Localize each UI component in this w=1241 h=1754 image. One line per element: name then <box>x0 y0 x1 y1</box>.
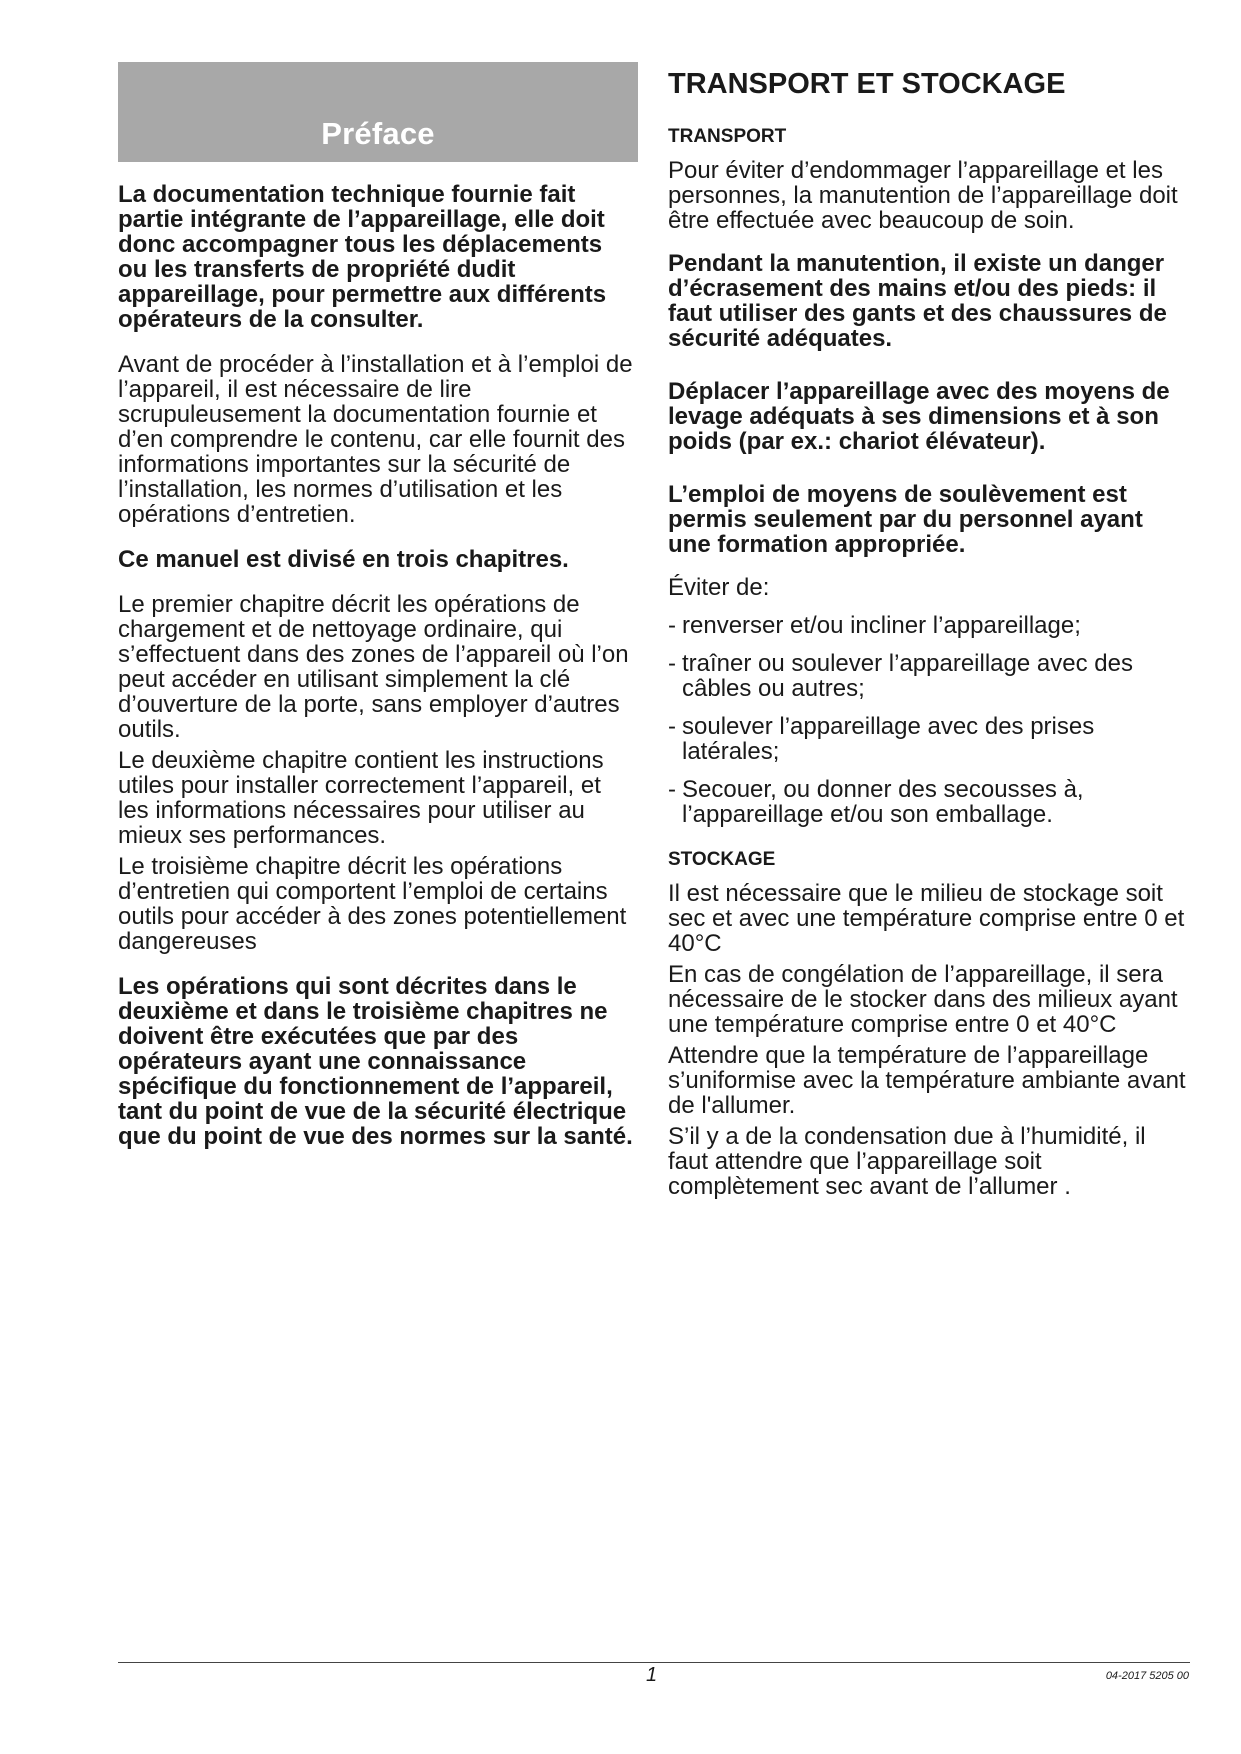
stockage-paragraph-1: Il est nécessaire que le milieu de stockage soit sec et avec une température comprise entre 0 et 40°C <box>668 880 1185 957</box>
page-number: 1 <box>646 1664 658 1686</box>
personnel-paragraph: L’emploi de moyens de soulèvement est permis seulement par du personnel ayant une formation appropriée. <box>668 481 1143 558</box>
installation-paragraph: Avant de procéder à l’installation et à l’emploi de l’appareil, il est nécessaire de lire scrupuleusement la documentation fournie et d’en comprendre le contenu, car elle fournit des informations importantes sur la sécurité de l’installation, les normes d’utilisation et les opérations d’entretien. <box>118 351 633 528</box>
preface-title: Préface <box>321 116 435 151</box>
list-item: - traîner ou soulever l’appareillage avec des câbles ou autres; <box>668 650 1133 702</box>
intro-bold-paragraph: La documentation technique fournie fait partie intégrante de l’appareillage, elle doit donc accompagner tous les déplacements ou les transferts de propriété dudit appareillage, pour permettre aux différents opérateurs de la consulter. <box>118 181 607 333</box>
document-code: 04-2017 5205 00 <box>1105 1670 1189 1682</box>
stockage-heading: STOCKAGE <box>668 849 776 870</box>
warning-bold-paragraph: Les opérations qui sont décrites dans le deuxième et dans le troisième chapitres ne doivent être exécutées que par des opérateurs ayant une connaissance spécifique du fonctionnement de l’appareil, tant du point de vue de la sécurité électrique que du point de vue des normes sur la santé. <box>118 973 633 1150</box>
chapter-three-paragraph: Le troisième chapitre décrit les opérations d’entretien qui comportent l’emploi de certains outils pour accéder à des zones potentiellement dangereuses <box>118 853 627 955</box>
dash-bullet: - <box>668 776 676 803</box>
avoid-intro: Éviter de: <box>668 574 770 601</box>
stockage-paragraph-3: Attendre que la température de l’appareillage s’uniformise avec la température ambiante avant de l'allumer. <box>668 1042 1186 1119</box>
preface-banner <box>118 62 638 162</box>
chapters-heading: Ce manuel est divisé en trois chapitres. <box>118 546 569 573</box>
list-item: - renverser et/ou incliner l’appareillage; <box>668 612 1081 639</box>
left-column <box>118 62 638 1149</box>
stockage-paragraph-2: En cas de congélation de l’appareillage, il sera nécessaire de le stocker dans des milieux ayant une température comprise entre 0 et 40°C <box>668 961 1178 1038</box>
transport-paragraph: Pour éviter d’endommager l’appareillage et les personnes, la manutention de l’appareillage doit être effectuée avec beaucoup de soin. <box>668 157 1178 234</box>
list-item: - soulever l’appareillage avec des prises latérales; <box>668 713 1095 765</box>
dash-bullet: - <box>668 713 676 740</box>
dash-bullet: - <box>668 612 676 639</box>
chapter-two-paragraph: Le deuxième chapitre contient les instructions utiles pour installer correctement l’appareil, et les informations nécessaires pour utiliser au mieux ses performances. <box>118 747 604 849</box>
stockage-paragraph-4: S’il y a de la condensation due à l’humidité, il faut attendre que l’appareillage soit complètement sec avant de l’allumer . <box>668 1123 1146 1200</box>
lifting-paragraph: Déplacer l’appareillage avec des moyens de levage adéquats à ses dimensions et à son poids (par ex.: chariot élévateur). <box>668 378 1170 455</box>
right-column <box>668 62 1188 1199</box>
dash-bullet: - <box>668 650 676 677</box>
footer-divider <box>118 1662 1190 1663</box>
transport-heading: TRANSPORT <box>668 126 787 147</box>
avoid-list <box>668 613 1188 827</box>
section-title: TRANSPORT ET STOCKAGE <box>668 68 1066 100</box>
list-item: - Secouer, ou donner des secousses à, l’appareillage et/ou son emballage. <box>668 776 1084 828</box>
danger-paragraph: Pendant la manutention, il existe un danger d’écrasement des mains et/ou des pieds: il faut utiliser des gants et des chaussures de sécurité adéquates. <box>668 250 1167 352</box>
chapter-one-paragraph: Le premier chapitre décrit les opérations de chargement et de nettoyage ordinaire, qui s’effectuent dans des zones de l’appareil où l’on peut accéder en utilisant simplement la clé d’ouverture de la porte, sans employer d’autres outils. <box>118 591 629 743</box>
